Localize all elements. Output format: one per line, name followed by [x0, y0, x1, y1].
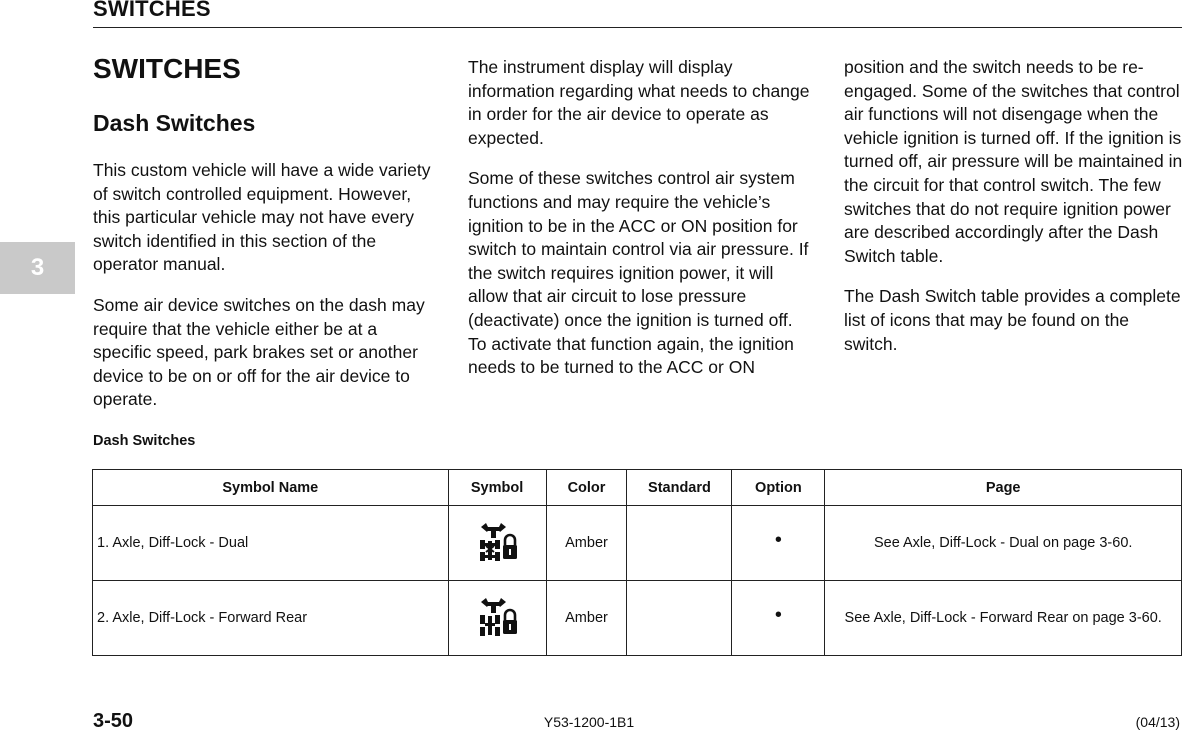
- paragraph: Some of these switches control air system functions and may require the vehicle’s ignition to be in the ACC or ON position for switch to maintain control via air pressure. If the switch requires ignition power, it will allow that air circuit to lose pressure (deactivate) once the ignition is turned off. To activate that function again, the ignition needs to be turned to the ACC or ON: [468, 168, 809, 378]
- axle-diff-lock-dual-icon: [475, 519, 519, 563]
- section-title: SWITCHES: [93, 53, 241, 84]
- cell-symbol-name: 2. Axle, Diff-Lock - Forward Rear: [93, 581, 449, 656]
- cell-color: Amber: [546, 581, 627, 656]
- paragraph: position and the switch needs to be re-engaged. Some of the switches that control air functions will not disengage when the vehicle ignition is turned off. If the ignition is turned off, air pressure will be maintained in the circuit for that control switch. The few switches that do not require ignition power are described accordingly after the Dash Switch table.: [844, 57, 1182, 266]
- cell-symbol-name: 1. Axle, Diff-Lock - Dual: [93, 506, 449, 581]
- table-row: [93, 506, 1182, 581]
- paragraph: The Dash Switch table provides a complete list of icons that may be found on the switch.: [844, 286, 1181, 354]
- header-symbol: Symbol: [448, 470, 546, 506]
- axle-diff-lock-forward-rear-icon: [475, 594, 519, 638]
- header-standard: Standard: [627, 470, 732, 506]
- sub-title: Dash Switches: [93, 110, 256, 136]
- paragraph: The instrument display will display information regarding what needs to change in order for the air device to operate as expected.: [468, 57, 810, 148]
- header-symbol-name: Symbol Name: [93, 470, 449, 506]
- table-header-row: [93, 470, 1182, 506]
- header-option: Option: [732, 470, 825, 506]
- header-page: Page: [825, 470, 1182, 506]
- footer-document-id: Y53-1200-1B1: [543, 714, 635, 730]
- cell-option: [732, 581, 825, 656]
- table-row: [93, 581, 1182, 656]
- text-column-3: [844, 56, 1182, 373]
- running-header-title: SWITCHES: [93, 0, 211, 21]
- paragraph: Some air device switches on the dash may require that the vehicle either be at a specific speed, park brakes set or another device to be on or off for the air device to operate.: [93, 294, 425, 410]
- cell-page: See Axle, Diff-Lock - Dual on page 3-60.: [825, 506, 1182, 581]
- paragraph: This custom vehicle will have a wide variety of switch controlled equipment. However, this particular vehicle may not have every switch identified in this section of the operator manual.: [93, 160, 431, 275]
- chapter-tab: [0, 242, 75, 294]
- cell-option: [732, 506, 825, 581]
- chapter-number: 3: [30, 254, 45, 281]
- cell-page: See Axle, Diff-Lock - Forward Rear on page 3-60.: [825, 581, 1182, 656]
- header-color: Color: [546, 470, 627, 506]
- text-column-1: [93, 54, 438, 429]
- header-divider: [93, 27, 1182, 28]
- cell-standard: [627, 581, 732, 656]
- table-caption: Dash Switches: [93, 433, 196, 449]
- option-bullet: •: [774, 603, 782, 626]
- dash-switch-table: [92, 469, 1182, 656]
- text-column-2: [468, 56, 813, 397]
- option-bullet: •: [774, 528, 782, 551]
- cell-symbol: [448, 506, 546, 581]
- cell-symbol: [448, 581, 546, 656]
- footer-page-number: 3-50: [93, 710, 134, 732]
- cell-standard: [627, 506, 732, 581]
- footer-date: (04/13): [1135, 714, 1180, 730]
- cell-color: Amber: [546, 506, 627, 581]
